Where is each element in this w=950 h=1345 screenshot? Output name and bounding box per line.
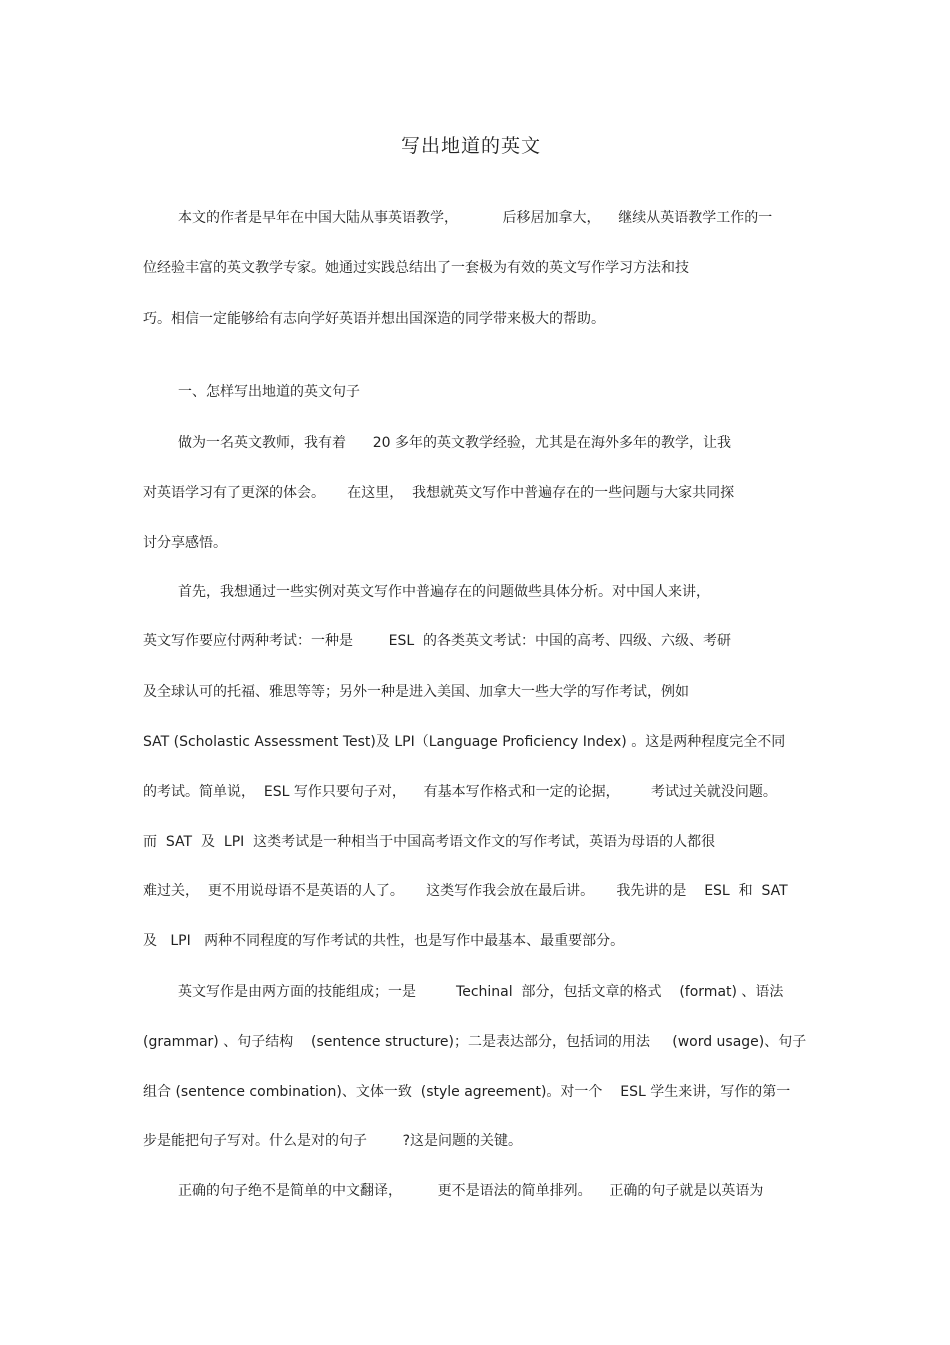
paragraph-line: 对英语学习有了更深的体会。 在这里， 我想就英文写作中普遍存在的一些问题与大家共同探: [143, 485, 735, 501]
paragraph-line: SAT (Scholastic Assessment Test)及 LPI（Language Proficiency Index) 。这是两种程度完全不同: [143, 734, 786, 750]
paragraph-line: 巧。相信一定能够给有志向学好英语并想出国深造的同学带来极大的帮助。: [143, 311, 605, 327]
paragraph-line: 正确的句子绝不是简单的中文翻译， 更不是语法的简单排列。 正确的句子就是以英语为: [178, 1183, 764, 1199]
paragraph-line: 做为一名英文教师，我有着 20 多年的英文教学经验，尤其是在海外多年的教学，让我: [178, 435, 731, 451]
paragraph-line: 难过关， 更不用说母语不是英语的人了。 这类写作我会放在最后讲。 我先讲的是 ESL 和 SAT: [143, 883, 788, 899]
paragraph-line: 英文写作是由两方面的技能组成；一是 Techinal 部分，包括文章的格式 (format) 、语法: [178, 984, 784, 1000]
paragraph-line: 的考试。简单说， ESL 写作只要句子对， 有基本写作格式和一定的论据， 考试过关就没问题。: [143, 784, 777, 800]
paragraph-line: 英文写作要应付两种考试：一种是 ESL 的各类英文考试：中国的高考、四级、六级、考研: [143, 633, 732, 649]
paragraph-line: (grammar) 、句子结构 (sentence structure)；二是表达部分，包括词的用法 (word usage)、句子: [143, 1034, 807, 1050]
paragraph-line: 位经验丰富的英文教学专家。她通过实践总结出了一套极为有效的英文写作学习方法和技: [143, 260, 689, 276]
paragraph-line: 而 SAT 及 LPI 这类考试是一种相当于中国高考语文作文的写作考试，英语为母语的人都很: [143, 834, 716, 850]
paragraph-line: 组合 (sentence combination)、文体一致 (style agreement)。对一个 ESL 学生来讲，写作的第一: [143, 1084, 791, 1100]
paragraph-line: 步是能把句子写对。什么是对的句子 ?这是问题的关键。: [143, 1133, 523, 1149]
section-heading: 一、怎样写出地道的英文句子: [178, 384, 360, 400]
paragraph-line: 讨分享感悟。: [143, 535, 227, 551]
paragraph-line: 首先，我想通过一些实例对英文写作中普遍存在的问题做些具体分析。对中国人来讲，: [178, 584, 710, 600]
page-title: 写出地道的英文: [400, 135, 541, 157]
paragraph-line: 及全球认可的托福、雅思等等；另外一种是进入美国、加拿大一些大学的写作考试，例如: [143, 684, 689, 700]
paragraph-line: 本文的作者是早年在中国大陆从事英语教学， 后移居加拿大， 继续从英语教学工作的一: [178, 210, 773, 226]
paragraph-line: 及 LPI 两种不同程度的写作考试的共性，也是写作中最基本、最重要部分。: [143, 933, 625, 949]
